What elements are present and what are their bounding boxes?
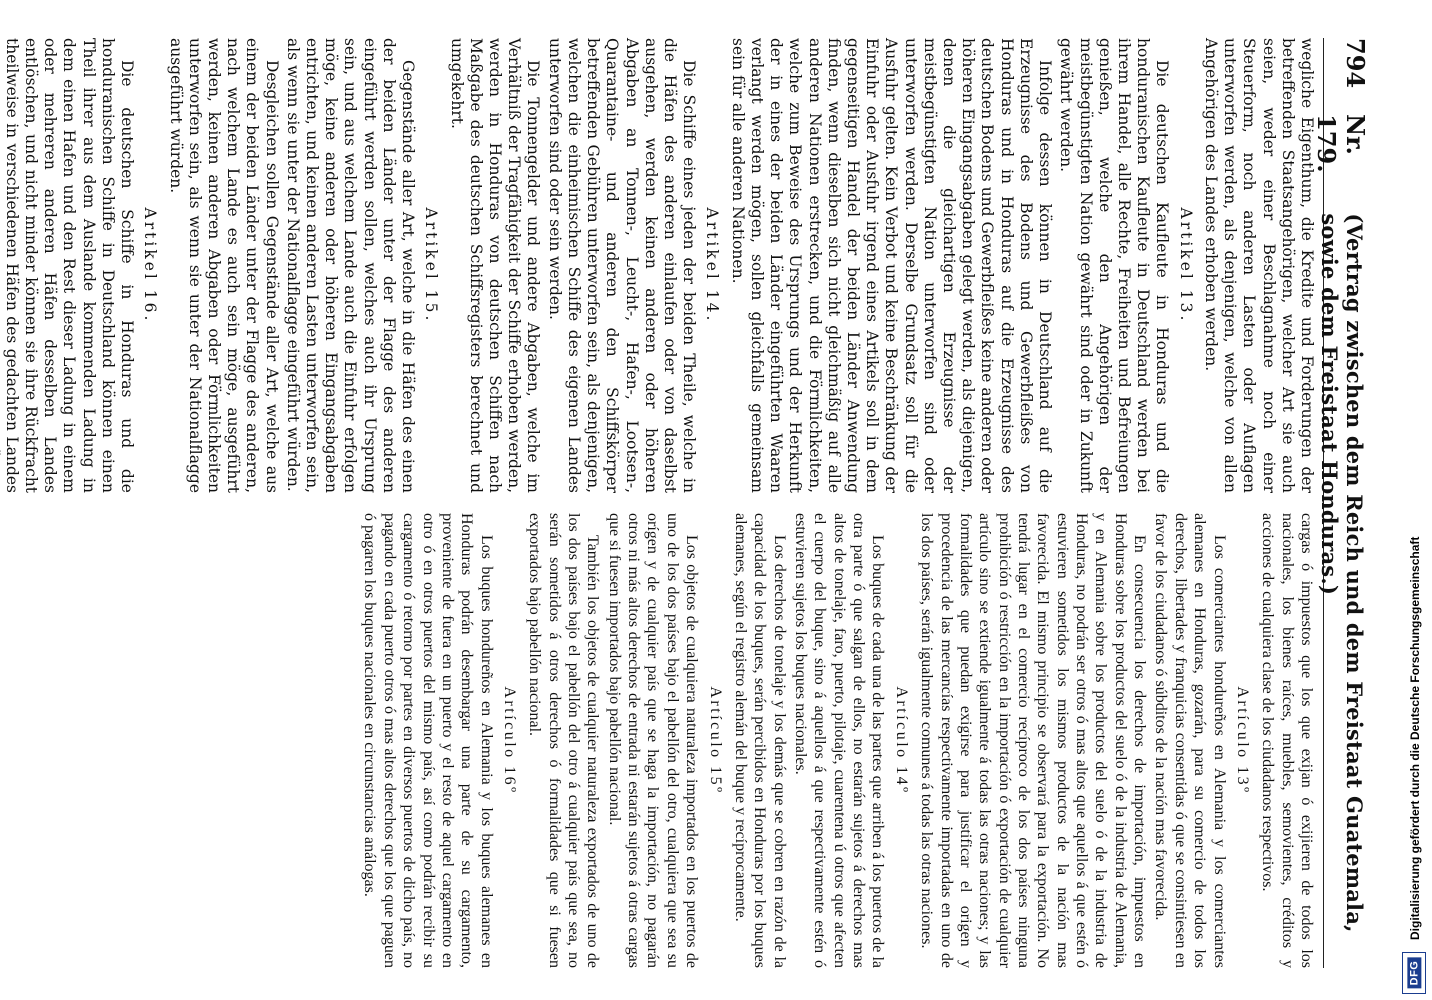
page-number: 794 [1341,38,1370,89]
german-paragraph: Infolge dessen können in Deutschland auf die Erzeugnisse des Bodens und Gewerbfleißes von Honduras und in Honduras auf die Erzeugnisse des deutschen Bodens und Gewerbfleißes keine anderen oder höheren Eingangsabgaben gelegt werden, als diejenigen, denen die gleichartigen Erzeugnisse der meistbegünstigten Nation unterworfen sind oder unterworfen werden. Derselbe Grundsatz soll für die Ausfuhr gelten. Kein Verbot und keine Beschränkung der Einfuhr oder Ausfuhr irgend eines Artikels soll in dem gegenseitigen Handel der beiden Länder Anwendung finden, wenn dieselben sich nicht gleichmäßig auf alle anderen Nationen erstrecken, und die Förmlichkeiten, welche zum Beweise des Ursprungs und der Herkunft der in eines der beiden Länder eingeführten Waaren verlangt werden mögen, sollen gleichfalls gemeinsam sein für alle anderen Nationen. [728,38,1055,493]
spanish-intro: cargas ó impuestos que los que exijan ó exijieren de todos los nacionales, los bienes raíces, muebles, semovientes, créditos y acciones de cualquiera clase de los ciudadanos respectivos. [1259,513,1315,968]
spanish-paragraph: Los objetos de cualquiera naturaleza importados en los puertos de uno de los dos países bajo el pabellón del otro, cualquiera que sea su orígen y de cualquier país que se haga la importación, no pagarán otros ni más altos derechos de entrada ni estarán sujetos á otras cargas que si fuesen importados bajo pabellón nacional. [605,513,701,968]
german-paragraph: Die deutschen Kaufleute in Honduras und die honduranischen Kaufleute in Deutschland werden bei ihrem Handel, alle Rechte, Freiheiten und Befreiungen genießen, welche den Angehörigen der meistbegünstigten Nation gewährt sind oder in Zukunft gewährt werden. [1057,38,1172,493]
spanish-paragraph: Los buques de cada una de las partes que arriben á los puertos de la otra parte ó que salgan de ellos, no estarán sujetos á derechos mas altos de tonelaje, faro, puerto, pilotaje, cuarentena ú otros que afecten el cuerpo del buque, sino á aquellos á que respectivamente estén ó estuvieren sujetos los buques nacionales. [792,513,887,968]
german-article-heading: Artikel 16. [141,207,160,324]
german-article-heading: Artikel 14. [703,207,722,324]
dfg-logo-icon [1402,952,1426,994]
german-paragraph: Die Tonnengelder und andere Abgaben, welche im Verhältniß der Tragfähigkeit der Schiffe erhoben werden, werden in Honduras von deutschen Schiffen nach Maßgabe des deutschen Schiffsregisters berechnet und umgekehrt. [447,38,543,493]
german-paragraph: Gegenstände aller Art, welche in die Häfen des einen der beiden Länder unter der Flagge des anderen eingeführt werden sollen, welches auch ihr Ursprung sein, und aus welchem Lande auch die Einfuhr erfolgen möge, keine anderen oder höheren Eingangsabgaben entrichten, und keinen anderen Lasten unterworfen sein, als wenn sie unter der Nationalflagge eingeführt würden. [283,38,418,493]
spanish-article-heading: Artículo 16º [500,686,518,795]
german-column [2,38,1316,493]
running-title: (Vertrag zwischen dem Reich und dem Freistaat Guatemala, sowie dem Freistaat Honduras.) [1317,213,1367,933]
spanish-paragraph: Los comerciantes hondureños en Alemania y los comerciantes alemanes en Honduras, gozarán, para su comercio de todos los derechos, libertades y franquicias consentidas ó que se consintiesen en favor de los ciudadanos ó súbditos de la nación mas favorecida. [1152,513,1228,968]
spanish-paragraph: En consecuencia los derechos de importación, impuestos en Honduras sobre los productos del suelo ó de la industria de Alemania, y en Alemania sobre los productos del suelo ó de la industria de Honduras, no podrán ser otros ó mas altos que aquellos á que estén ó estuvieren sometidos los mismos productos de la nación mas favorecida. El mismo principio se observará para la exportación. No tendrá lugar en el comercio recíproco de los dos países ninguna prohibición ó restricción en la importación ó exportación de cualquier artículo sino se extiende igualmente á todas las otras naciones; y las formalidades que puedan exigirse para justificar el origen y procedencia de las mercancías respectivamente importadas en uno de los dos países, serán igualmente comunes á todas las otras naciones. [918,513,1149,968]
dfg-logo-text: DFG [1407,958,1421,989]
document-number: Nr. 179. [1312,114,1370,173]
spanish-paragraph: Los buques hondureños en Alemania y los buques alemanes en Honduras podrán desembargar una parte de su cargamento, proveniente de fuera en un puerto y el resto de aquel cargamento en otro ó en otros puertos del mismo país, así como podrán recibir su cargamento ó retorno por partes en diversos puertos de dicho país, no pagando en cada puerto otros ó mas altos derechos que los que paguen ó pagaren los buques nacionales en circunstancias análogas. [361,513,495,968]
spanish-column [16,513,1316,968]
german-paragraph: Desgleichen sollen Gegenstände aller Art, welche aus einem der beiden Länder unter der Flagge des anderen, nach welchem Lande es auch sein möge, ausgeführt werden, keinen anderen Abgaben oder Förmlichkeiten unterworfen sein, als wenn sie unter der Nationalflagge ausgeführt würden. [166,38,281,493]
spanish-article-heading: Artículo 15º [706,686,724,795]
german-paragraph: Die deutschen Schiffe in Honduras und die honduranischen Schiffe in Deutschland können einen Theil ihrer aus dem Auslande kommenden Ladung in dem einen Hafen und den Rest dieser Ladung in einem oder mehreren anderen Häfen desselben Landes entlöschen, und nicht minder können sie ihre Rückfracht theilweise in verschiedenen Häfen des gedachten Landes [2,38,137,493]
spanish-paragraph: Los derechos de tonelaje y los demás que se cobren en razón de la capacidad de los buques, serán percibidos en Honduras por los buques alemanes, según el registro alemán del buque y recíprocamente. [731,513,788,968]
page-header [1312,38,1370,968]
german-paragraph: Die Schiffe eines jeden der beiden Theile, welche in die Häfen des anderen einlaufen oder von daselbst ausgehen, werden keinen anderen oder höheren Abgaben an Tonnen-, Leucht-, Hafen-, Lootsen-, Quarantaine- und anderen den Schiffskörper betreffenden Gebühren unterworfen sein, als denjenigen, welchen die einheimischen Schiffe des eigenen Landes unterworfen sind oder sein werden. [545,38,699,493]
spanish-article-heading: Artículo 14º [892,686,910,795]
spanish-paragraph: También los objetos de cualquier naturaleza exportados de uno de los dos países bajo el pabellón del otro á cualquier país que sea, no serán sometidos á otros derechos ó formalidades que si fuesen exportados bajo pabellón nacional. [526,513,602,968]
digitization-credit: Digitalisierung gefördert durch die Deutsche Forschungsgemeinschaft [1408,536,1422,940]
german-article-heading: Artikel 15. [422,207,441,324]
spanish-article-heading: Artículo 13º [1233,686,1251,795]
digitization-footer [1396,0,1432,1000]
german-article-heading: Artikel 13. [1176,207,1195,324]
german-intro: wegliche Eigenthum, die Kredite und Forderungen der betreffenden Staatsangehörigen, welcher Art sie auch seien, weder einer Beschlagnahme noch einer Steuerform, noch anderen Lasten oder Auflagen unterworfen werden, als denjenigen, welche von allen Angehörigen des Landes erhoben werden. [1201,38,1316,493]
